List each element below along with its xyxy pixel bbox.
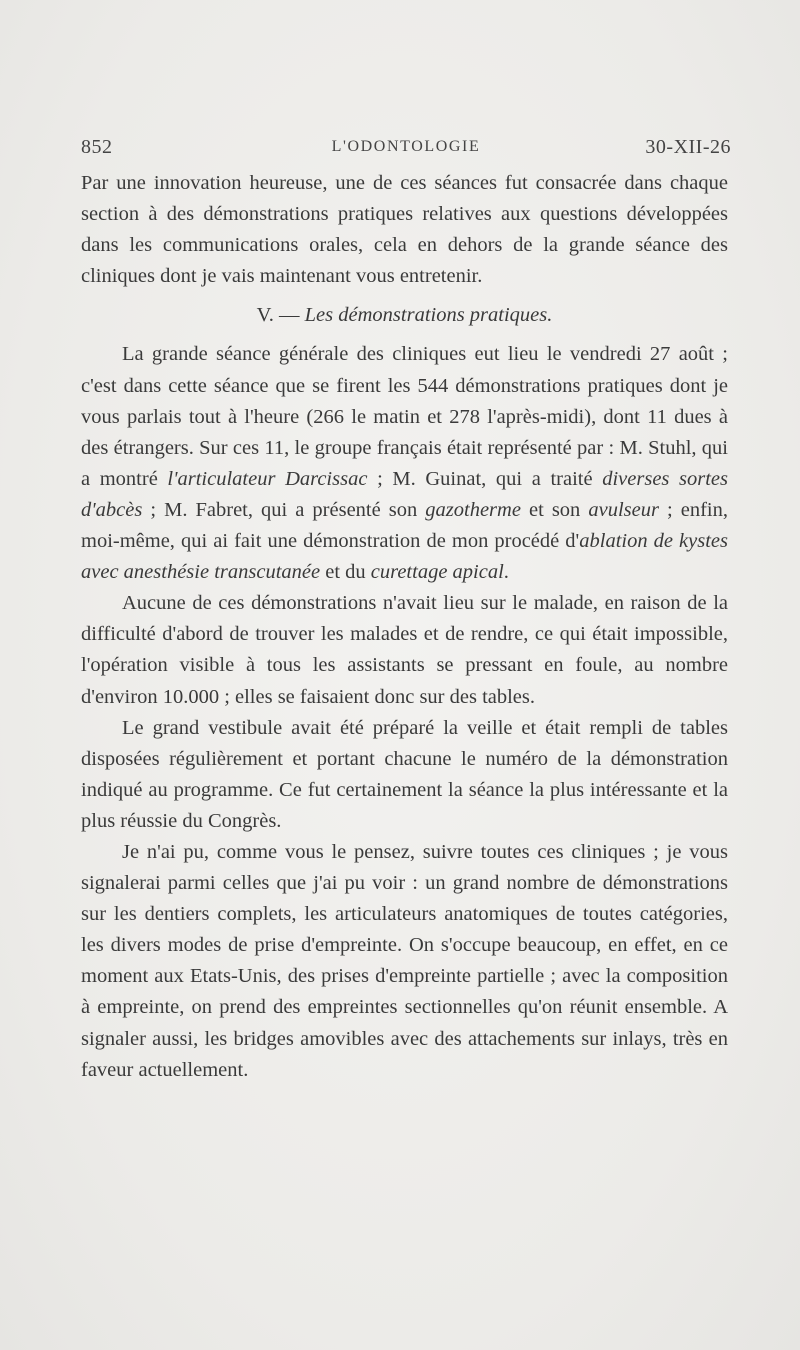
page-number: 852 xyxy=(81,136,113,158)
p2-text-b: ; M. Guinat, qui a traité xyxy=(367,467,603,490)
p2-text-c: ; M. Fabret, qui a présenté son xyxy=(142,498,426,521)
journal-title: L'ODONTOLOGIE xyxy=(331,138,481,155)
p2-italic-abces: diverses sortes d'abcès xyxy=(81,467,728,521)
section-heading xyxy=(81,300,728,331)
section-number: V. — xyxy=(256,304,300,327)
paragraph-1: Par une innovation heureuse, une de ces séances fut consacrée dans chaque section à des démonstrations pratiques relatives aux questions développées dans les communications orales, cela en dehors de la grande séance des cliniques dont je vais maintenant vous entretenir. xyxy=(81,172,728,288)
p2-text-g: . xyxy=(503,561,509,584)
p2-italic-gazotherme: gazotherme xyxy=(425,498,521,521)
p2-text-a: La grande séance générale des cliniques eut lieu le vendredi 27 août ; c'est dans cette séance que se firent les 544 démonstrations pratiques dont je vous parlais tout à l'heure (266 le matin et 278 l'après-midi), dont 11 dues à des étrangers. Sur ces 11, le groupe français était représenté par : M. Stuhl, qui a montré xyxy=(81,343,728,490)
p2-italic-articulateur: l'articulateur Darcissac xyxy=(167,467,368,490)
body-text xyxy=(81,168,728,1086)
p2-italic-avulseur: avulseur xyxy=(588,498,659,521)
paragraph-4: Le grand vestibule avait été préparé la veille et était rempli de tables disposées régulièrement et portant chacune le numéro de la démonstration indiqué au programme. Ce fut certainement la séance la plus intéressante et la plus réussie du Congrès. xyxy=(81,716,728,832)
p2-italic-ablation: ablation de kystes avec anesthésie transcutanée xyxy=(81,530,728,584)
p2-text-e: ; enfin, moi-même, qui ai fait une démonstration de mon procédé d' xyxy=(81,498,728,553)
paragraph-3: Aucune de ces démonstrations n'avait lieu sur le malade, en raison de la difficulté d'abord de trouver les malades et de rendre, ce qui était impossible, l'opération visible à tous les assistants se pressant en foule, au nombre d'environ 10.000 ; elles se faisaient donc sur des tables. xyxy=(81,592,728,708)
issue-date: 30-XII-26 xyxy=(645,136,731,158)
paragraph-5: Je n'ai pu, comme vous le pensez, suivre toutes ces cliniques ; je vous signalerai parmi celles que j'ai pu voir : un grand nombre de démonstrations sur les dentiers complets, les articulateurs anatomiques de toutes catégories, les divers modes de prise d'empreinte. On s'occupe beaucoup, en effet, en ce moment aux Etats-Unis, des prises d'empreinte partielle ; avec la composition à empreinte, on prend des empreintes sectionnelles qu'on réunit ensemble. A signaler aussi, les bridges amovibles avec des attachements sur inlays, très en faveur actuellement. xyxy=(81,840,728,1081)
p2-text-d: et son xyxy=(520,498,589,521)
section-title: Les démonstrations pratiques. xyxy=(304,304,553,327)
p2-text-f: et du xyxy=(320,561,371,584)
p2-italic-curettage: curettage apical xyxy=(370,561,504,584)
running-header xyxy=(81,136,731,166)
paragraph-2 xyxy=(81,339,728,588)
